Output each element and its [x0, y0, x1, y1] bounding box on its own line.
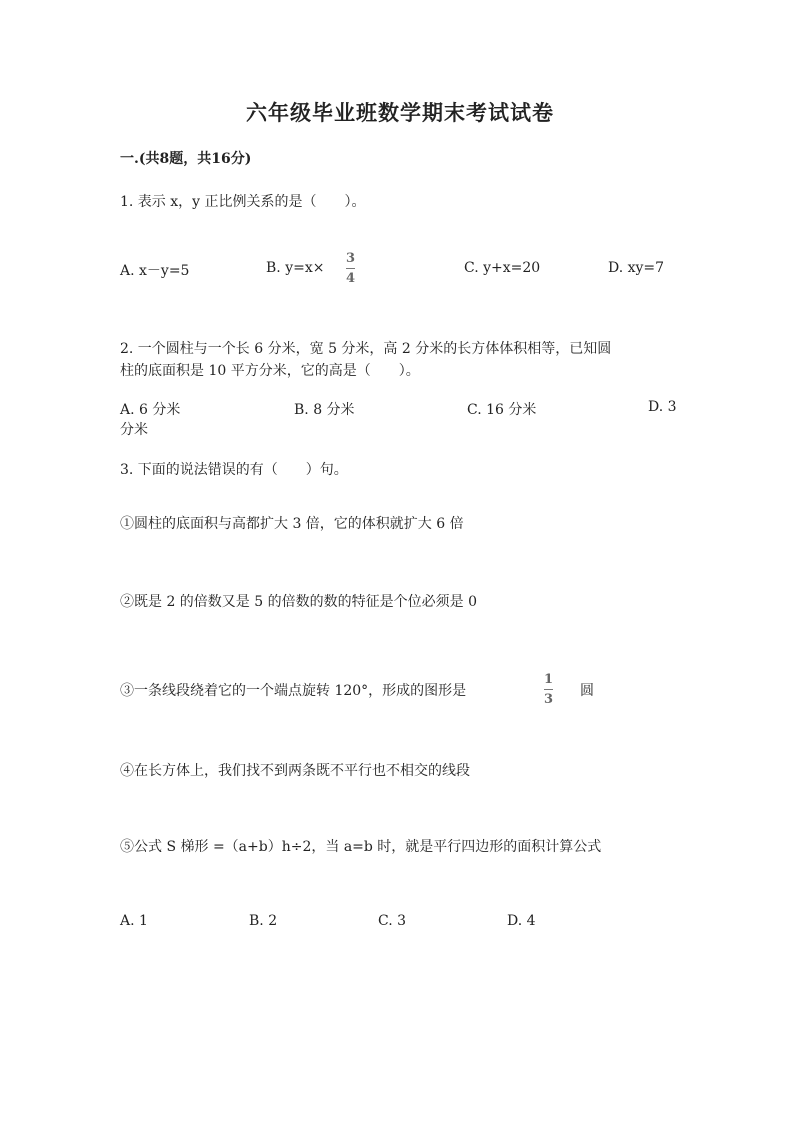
question-1-option-b: B. y=x×: [266, 260, 325, 276]
question-3-fraction-1-3: [544, 673, 553, 706]
question-3-option-b: B. 2: [249, 913, 278, 929]
question-1-option-a: A. x－y=5: [120, 263, 190, 279]
fraction-numerator: 3: [346, 251, 356, 266]
question-2-stem-line-1: 2. 一个圆柱与一个长 6 分米，宽 5 分米，高 2 分米的长方体体积相等，已知圆: [120, 341, 612, 357]
question-2-option-d: D. 3: [648, 399, 677, 415]
question-1-option-d: D. xy=7: [608, 260, 665, 276]
fraction-numerator: 1: [544, 672, 554, 687]
question-3-statement-3-suffix: 圆: [580, 683, 594, 699]
question-3-statement-2: ②既是 2 的倍数又是 5 的倍数的数的特征是个位必须是 0: [120, 594, 477, 610]
question-1-stem: 1. 表示 x，y 正比例关系的是（ ）。: [120, 194, 366, 210]
fraction-denominator: 4: [346, 271, 356, 286]
question-2-option-d-unit: 分米: [120, 422, 148, 438]
question-3-stem: 3. 下面的说法错误的有（ ）句。: [120, 462, 348, 478]
question-1-option-c: C. y+x=20: [464, 260, 541, 276]
question-3-option-c: C. 3: [378, 913, 407, 929]
question-3-statement-1: ①圆柱的底面积与高都扩大 3 倍，它的体积就扩大 6 倍: [120, 516, 464, 532]
fraction-bar: [346, 268, 355, 269]
question-3-statement-4: ④在长方体上，我们找不到两条既不平行也不相交的线段: [120, 763, 470, 779]
fraction-bar: [544, 689, 553, 690]
page-title: 六年级毕业班数学期末考试试卷: [246, 100, 554, 125]
question-2-option-b: B. 8 分米: [294, 402, 355, 418]
question-3-option-d: D. 4: [507, 913, 536, 929]
question-2-stem-line-2: 柱的底面积是 10 平方分米，它的高是（ ）。: [120, 363, 420, 379]
question-3-statement-5: ⑤公式 S 梯形 =（a+b）h÷2，当 a=b 时，就是平行四边形的面积计算公式: [120, 839, 602, 855]
question-2-option-c: C. 16 分米: [467, 402, 537, 418]
question-1-fraction-3-4: [346, 252, 355, 285]
question-3-statement-3: ③一条线段绕着它的一个端点旋转 120°，形成的图形是: [120, 683, 467, 699]
question-2-option-a: A. 6 分米: [120, 402, 181, 418]
section-heading: 一.(共8题，共16分): [120, 151, 252, 167]
fraction-denominator: 3: [544, 692, 554, 707]
question-3-option-a: A. 1: [120, 913, 148, 929]
